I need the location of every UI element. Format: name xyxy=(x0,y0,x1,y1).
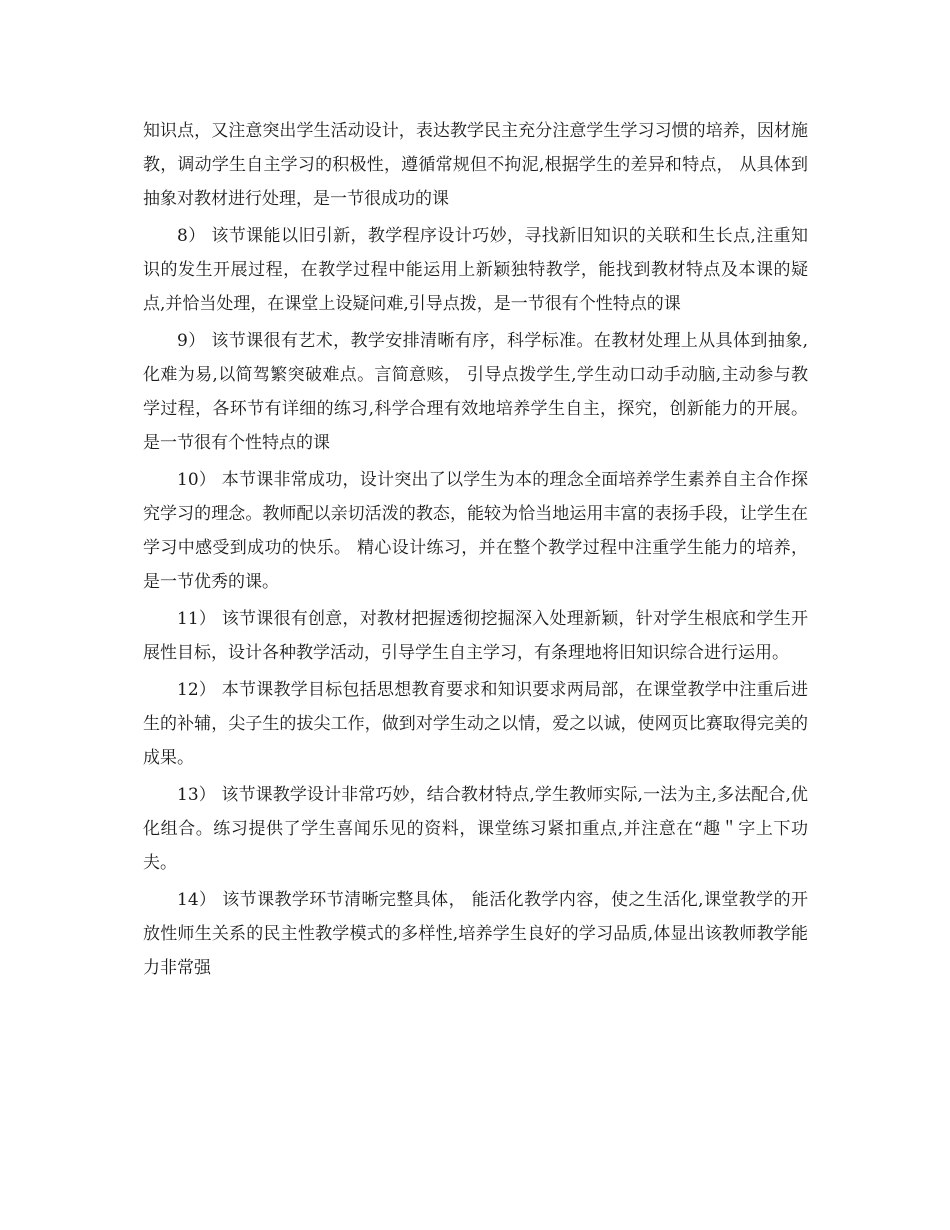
paragraph-item-10: 10） 本节课非常成功，设计突出了以学生为本的理念全面培养学生素养自主合作探究学习的理念。教师配以亲切活泼的教态，能较为恰当地运用丰富的表扬手段，让学生在学习中感受到成功的快乐。 精心设计练习，并在整个教学过程中注重学生能力的培养，是一节优秀的课。 xyxy=(143,470,808,592)
paragraph-item-9: 9） 该节课很有艺术，教学安排清晰有序，科学标准。在教材处理上从具体到抽象,化难为易,以简驾繁突破难点。言简意赅， 引导点拨学生,学生动口动手动脑,主动参与教学过程，各环节有详细的练习,科学合理有效地培养学生自主，探究，创新能力的开展。是一节很有个性特点的课 xyxy=(143,331,808,453)
paragraph-item-11: 11） 该节课很有创意，对教材把握透彻挖掘深入处理新颖，针对学生根底和学生开展性目标，设计各种教学活动，引导学生自主学习，有条理地将旧知识综合进行运用。 xyxy=(143,609,808,663)
paragraph-item-14: 14） 该节课教学环节清晰完整具体， 能活化教学内容，使之生活化,课堂教学的开放性师生关系的民主性教学模式的多样性,培养学生良好的学习品质,体显出该教师教学能力非常强 xyxy=(143,890,808,978)
document-page xyxy=(143,114,808,988)
paragraph-item-8: 8） 该节课能以旧引新，教学程序设计巧妙，寻找新旧知识的关联和生长点,注重知识的发生开展过程，在教学过程中能运用上新颖独特教学，能找到教材特点及本课的疑点,并恰当处理，在课堂上设疑问难,引导点拨，是一节很有个性特点的课 xyxy=(143,226,808,314)
paragraph-continuation: 知识点，又注意突出学生活动设计，表达教学民主充分注意学生学习习惯的培养，因材施教，调动学生自主学习的积极性，遵循常规但不拘泥,根据学生的差异和特点， 从具体到抽象对教材进行处理，是一节很成功的课 xyxy=(143,121,808,209)
paragraph-item-12: 12） 本节课教学目标包括思想教育要求和知识要求两局部，在课堂教学中注重后进生的补辅，尖子生的拔尖工作，做到对学生动之以情，爱之以诚，使网页比赛取得完美的成果。 xyxy=(143,680,808,768)
paragraph-item-13: 13） 该节课教学设计非常巧妙，结合教材特点,学生教师实际,一法为主,多法配合,优化组合。练习提供了学生喜闻乐见的资料，课堂练习紧扣重点,并注意在“趣＂字上下功夫。 xyxy=(143,785,808,873)
